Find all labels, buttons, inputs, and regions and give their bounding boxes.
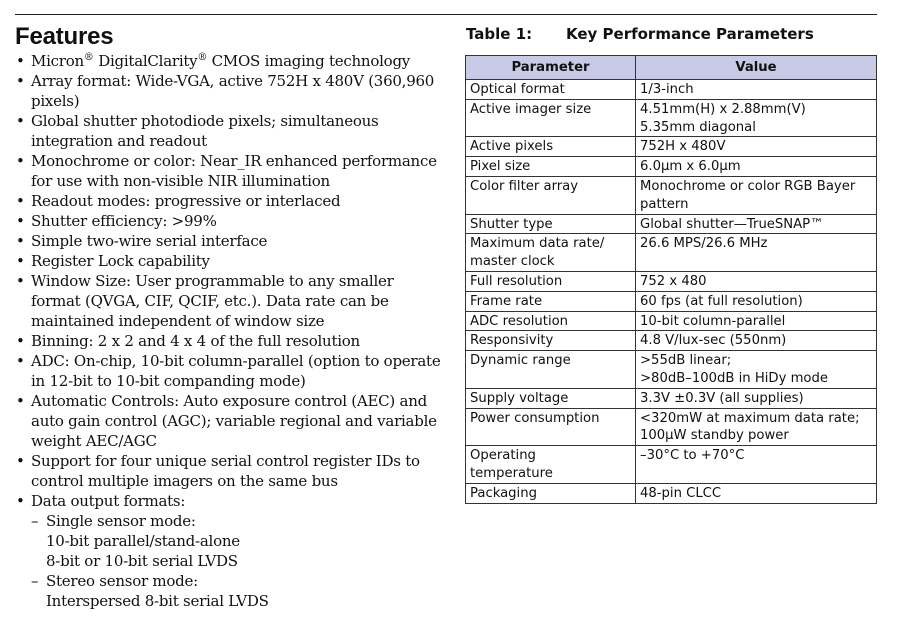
table-row — [466, 176, 877, 214]
table-row — [466, 137, 877, 157]
output-mode-label: Stereo sensor mode: — [46, 572, 198, 590]
parameter-cell: Color filter array — [466, 176, 636, 214]
value-cell: 3.3V ±0.3V (all supplies) — [636, 388, 877, 408]
header-value: Value — [636, 56, 877, 80]
table-caption: Key Performance Parameters — [566, 25, 814, 43]
table-row — [466, 311, 877, 331]
feature-item — [15, 391, 445, 451]
value-cell: 6.0µm x 6.0µm — [636, 157, 877, 177]
features-title: Features — [15, 23, 114, 50]
table-body — [466, 80, 877, 504]
value-cell: 4.51mm(H) x 2.88mm(V) 5.35mm diagonal — [636, 99, 877, 137]
feature-text: Automatic Controls: Auto exposure control (AEC) and auto gain control (AGC); variable regional and variable weight AEC/AGC — [31, 392, 437, 450]
table-row — [466, 157, 877, 177]
parameter-cell: Pixel size — [466, 157, 636, 177]
feature-item — [15, 451, 445, 491]
parameter-cell: ADC resolution — [466, 311, 636, 331]
feature-text: Readout modes: progressive or interlaced — [31, 192, 341, 210]
table-row — [466, 388, 877, 408]
feature-item — [15, 251, 445, 271]
table-row — [466, 234, 877, 272]
value-cell: 60 fps (at full resolution) — [636, 291, 877, 311]
table-row — [466, 331, 877, 351]
features-section — [15, 23, 445, 611]
feature-item — [15, 331, 445, 351]
parameter-cell: Maximum data rate/ master clock — [466, 234, 636, 272]
parameter-cell: Dynamic range — [466, 351, 636, 389]
table-title — [466, 24, 886, 44]
feature-text: Array format: Wide-VGA, active 752H x 480V (360,960 pixels) — [31, 72, 435, 110]
table-row — [466, 80, 877, 100]
top-rule — [15, 14, 877, 15]
feature-text: ADC: On-chip, 10-bit column-parallel (option to operate in 12-bit to 10-bit companding mode) — [31, 352, 441, 390]
output-mode-line: 8-bit or 10-bit serial LVDS — [46, 552, 238, 570]
table-header-row — [466, 56, 877, 80]
value-cell: 1/3-inch — [636, 80, 877, 100]
parameter-cell: Responsivity — [466, 331, 636, 351]
feature-item — [15, 211, 445, 231]
value-cell: 752H x 480V — [636, 137, 877, 157]
key-performance-table — [465, 55, 877, 504]
output-mode-item — [31, 571, 445, 611]
parameter-cell: Optical format — [466, 80, 636, 100]
table-row — [466, 408, 877, 446]
feature-text: Global shutter photodiode pixels; simultaneous integration and readout — [31, 112, 379, 150]
registered-mark: ® — [197, 52, 208, 63]
table-row — [466, 351, 877, 389]
value-cell: 48-pin CLCC — [636, 483, 877, 503]
parameter-cell: Supply voltage — [466, 388, 636, 408]
value-cell: 4.8 V/lux-sec (550nm) — [636, 331, 877, 351]
output-modes-list — [31, 511, 445, 611]
value-cell: <320mW at maximum data rate; 100µW standby power — [636, 408, 877, 446]
parameter-cell: Full resolution — [466, 271, 636, 291]
feature-text: Micron — [31, 52, 84, 70]
feature-item — [15, 231, 445, 251]
table-row — [466, 99, 877, 137]
value-cell: 752 x 480 — [636, 271, 877, 291]
parameter-cell: Active imager size — [466, 99, 636, 137]
value-cell: –30°C to +70°C — [636, 446, 877, 484]
output-mode-item — [31, 511, 445, 571]
value-cell: Global shutter—TrueSNAP™ — [636, 214, 877, 234]
value-cell: 26.6 MPS/26.6 MHz — [636, 234, 877, 272]
parameter-cell: Packaging — [466, 483, 636, 503]
feature-text: Support for four unique serial control register IDs to control multiple imagers on the same bus — [31, 452, 420, 490]
feature-item — [15, 51, 445, 71]
value-cell: 10-bit column-parallel — [636, 311, 877, 331]
feature-text: Binning: 2 x 2 and 4 x 4 of the full resolution — [31, 332, 360, 350]
features-list — [15, 51, 445, 611]
value-cell: Monochrome or color RGB Bayer pattern — [636, 176, 877, 214]
registered-mark: ® — [83, 52, 94, 63]
feature-item — [15, 191, 445, 211]
output-mode-label: Single sensor mode: — [46, 512, 196, 530]
feature-text: Window Size: User programmable to any smaller format (QVGA, CIF, QCIF, etc.). Data rate can be maintained independent of window size — [31, 272, 394, 330]
feature-text: Register Lock capability — [31, 252, 210, 270]
value-cell: >55dB linear; >80dB–100dB in HiDy mode — [636, 351, 877, 389]
feature-text: CMOS imaging technology — [207, 52, 411, 70]
table-row — [466, 483, 877, 503]
feature-item — [15, 111, 445, 151]
feature-item — [15, 351, 445, 391]
feature-text: DigitalClarity — [93, 52, 198, 70]
feature-text: Shutter efficiency: >99% — [31, 212, 217, 230]
parameter-cell: Active pixels — [466, 137, 636, 157]
table-row — [466, 214, 877, 234]
feature-item — [15, 271, 445, 331]
feature-item — [15, 71, 445, 111]
parameter-cell: Frame rate — [466, 291, 636, 311]
table-number: Table 1: — [466, 25, 533, 43]
feature-item — [15, 151, 445, 191]
feature-text: Simple two-wire serial interface — [31, 232, 268, 250]
table-row — [466, 291, 877, 311]
output-mode-line: Interspersed 8-bit serial LVDS — [46, 592, 269, 610]
table-row — [466, 271, 877, 291]
feature-text: Data output formats: — [31, 492, 186, 510]
feature-item — [15, 491, 445, 611]
parameter-cell: Operating temperature — [466, 446, 636, 484]
table-row — [466, 446, 877, 484]
parameter-cell: Power consumption — [466, 408, 636, 446]
parameter-cell: Shutter type — [466, 214, 636, 234]
header-parameter: Parameter — [466, 56, 636, 80]
feature-text: Monochrome or color: Near_IR enhanced performance for use with non-visible NIR illumination — [31, 152, 437, 190]
output-mode-line: 10-bit parallel/stand-alone — [46, 532, 240, 550]
